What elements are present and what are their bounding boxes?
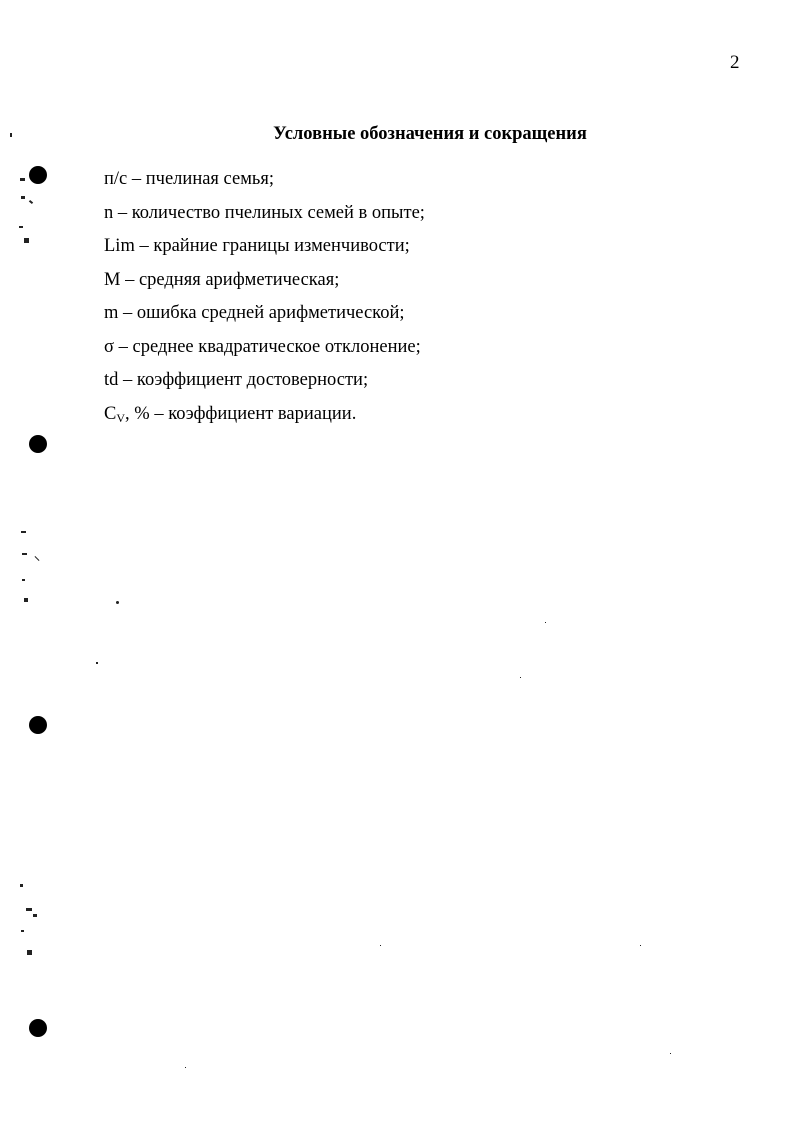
separator: – [134, 236, 154, 256]
scan-speck [116, 601, 119, 604]
separator: – [118, 303, 137, 323]
separator: – [127, 169, 146, 189]
abbreviation-term: td [104, 370, 119, 390]
list-item [104, 369, 425, 403]
scan-speck [21, 930, 24, 932]
scan-speck [10, 133, 12, 137]
punch-hole [29, 166, 47, 184]
scan-speck [670, 1053, 671, 1054]
scan-speck [27, 950, 32, 955]
scan-speck [21, 196, 25, 199]
abbreviation-list [104, 168, 425, 436]
scan-speck [29, 200, 33, 204]
punch-hole [29, 435, 47, 453]
abbreviation-term: п/с [104, 169, 128, 189]
abbreviation-term-suffix: , % [125, 403, 150, 424]
scan-speck [21, 531, 26, 533]
abbreviation-definition: средняя арифметическая; [138, 269, 340, 290]
abbreviation-term: C [104, 403, 117, 424]
scan-speck [96, 662, 98, 664]
abbreviation-term: М [104, 269, 121, 290]
scan-speck [20, 178, 25, 181]
scan-speck [24, 598, 28, 602]
abbreviation-definition: коэффициент вариации. [168, 403, 357, 424]
abbreviation-term: n [104, 202, 114, 223]
scan-speck [35, 556, 40, 561]
scan-speck [640, 945, 641, 946]
separator: – [149, 403, 169, 424]
abbreviation-definition: ошибка средней арифметической; [136, 303, 405, 323]
scan-speck [185, 1067, 186, 1068]
list-item [104, 202, 425, 236]
scan-speck [520, 677, 521, 678]
list-item [104, 235, 425, 269]
list-item [104, 336, 425, 370]
separator: – [118, 370, 137, 390]
abbreviation-definition: среднее квадратическое отклонение; [132, 336, 421, 357]
abbreviation-term: m [104, 303, 119, 323]
scan-speck [24, 238, 29, 243]
list-item [104, 168, 425, 202]
page-title: Условные обозначения и сокращения [273, 124, 587, 144]
punch-hole [29, 1019, 47, 1037]
abbreviation-definition: пчелиная семья; [145, 169, 275, 189]
abbreviation-term: σ [104, 336, 114, 357]
scan-speck [545, 622, 546, 623]
abbreviation-definition: коэффициент достоверности; [136, 370, 369, 390]
separator: – [113, 202, 132, 223]
scan-speck [22, 579, 25, 581]
abbreviation-term: Lim [104, 236, 135, 256]
page-number: 2 [730, 52, 740, 73]
separator: – [120, 269, 139, 290]
scan-speck [26, 908, 32, 911]
scan-speck [20, 884, 23, 887]
list-item [104, 403, 425, 437]
scan-speck [22, 553, 27, 555]
abbreviation-definition: количество пчелиных семей в опыте; [131, 202, 425, 223]
separator: – [113, 336, 133, 357]
scan-speck [33, 914, 37, 917]
scan-speck [19, 226, 23, 228]
scan-speck [380, 945, 381, 946]
list-item [104, 269, 425, 303]
punch-hole [29, 716, 47, 734]
abbreviation-definition: крайние границы изменчивости; [153, 236, 410, 256]
abbreviation-term-subscript: V [116, 410, 126, 425]
list-item [104, 302, 425, 336]
